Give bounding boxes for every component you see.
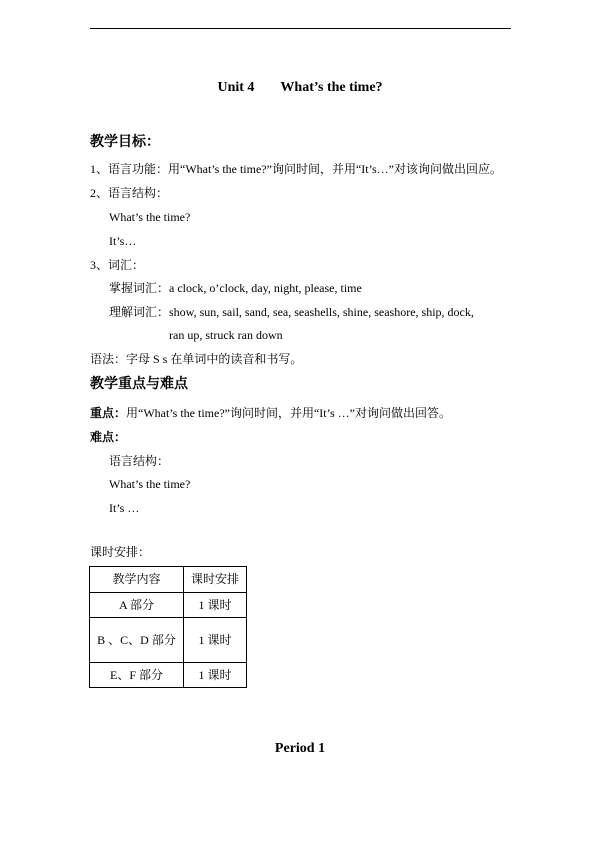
objective-2: 2、语言结构： — [90, 186, 169, 200]
table-cell: B 、C、D 部分 — [90, 618, 184, 663]
difficult-point-label: 难点： — [90, 430, 127, 444]
key-points-heading: 教学重点与难点 — [90, 377, 188, 392]
key-point-line — [90, 407, 451, 419]
table-row — [90, 618, 247, 663]
grammar-line: 语法：字母 S s 在单词中的读音和书写。 — [90, 352, 303, 366]
difficult-structure-answer: It’s … — [109, 501, 140, 515]
difficult-structure-question: What’s the time? — [109, 477, 191, 491]
table-row — [90, 663, 247, 688]
schedule-label: 课时安排： — [90, 545, 151, 559]
page-title — [0, 81, 600, 95]
table-cell: 1 课时 — [184, 593, 247, 618]
header-rule — [90, 28, 511, 29]
understand-vocab-label: 理解词汇： — [109, 305, 170, 319]
master-vocab-label: 掌握词汇： — [109, 281, 170, 295]
period-heading: Period 1 — [274, 741, 326, 756]
difficult-structure-label: 语言结构： — [109, 454, 170, 468]
objectives-heading: 教学目标： — [90, 135, 160, 150]
table-header-row — [90, 567, 247, 593]
unit-heading: What’s the time? — [280, 80, 383, 95]
master-vocab-line — [109, 282, 362, 294]
table-row — [90, 593, 247, 618]
table-header-cell: 教学内容 — [90, 567, 184, 593]
understand-vocab-line — [109, 306, 474, 318]
objective-1: 1、语言功能：用“What’s the time?”询问时间，并用“It’s…”对该询问做出回应。 — [90, 162, 502, 176]
key-point-label: 重点： — [90, 406, 127, 420]
objective-3: 3、词汇： — [90, 258, 145, 272]
unit-label: Unit 4 — [217, 80, 255, 95]
master-vocab-words: a clock, o’clock, day, night, please, time — [169, 281, 362, 295]
understand-vocab-words-2: ran up, struck ran down — [169, 328, 283, 342]
schedule-table — [89, 566, 247, 688]
table-cell: E、F 部分 — [90, 663, 184, 688]
table-cell: 1 课时 — [184, 663, 247, 688]
table-header-cell: 课时安排 — [184, 567, 247, 593]
table-cell: A 部分 — [90, 593, 184, 618]
structure-question: What’s the time? — [109, 210, 191, 224]
understand-vocab-words-1: show, sun, sail, sand, sea, seashells, shine, seashore, ship, dock, — [169, 305, 474, 319]
table-cell: 1 课时 — [184, 618, 247, 663]
key-point-text: 用“What’s the time?”询问时间，并用“It’s …”对询问做出回答。 — [126, 406, 451, 420]
structure-answer: It’s… — [109, 234, 137, 248]
